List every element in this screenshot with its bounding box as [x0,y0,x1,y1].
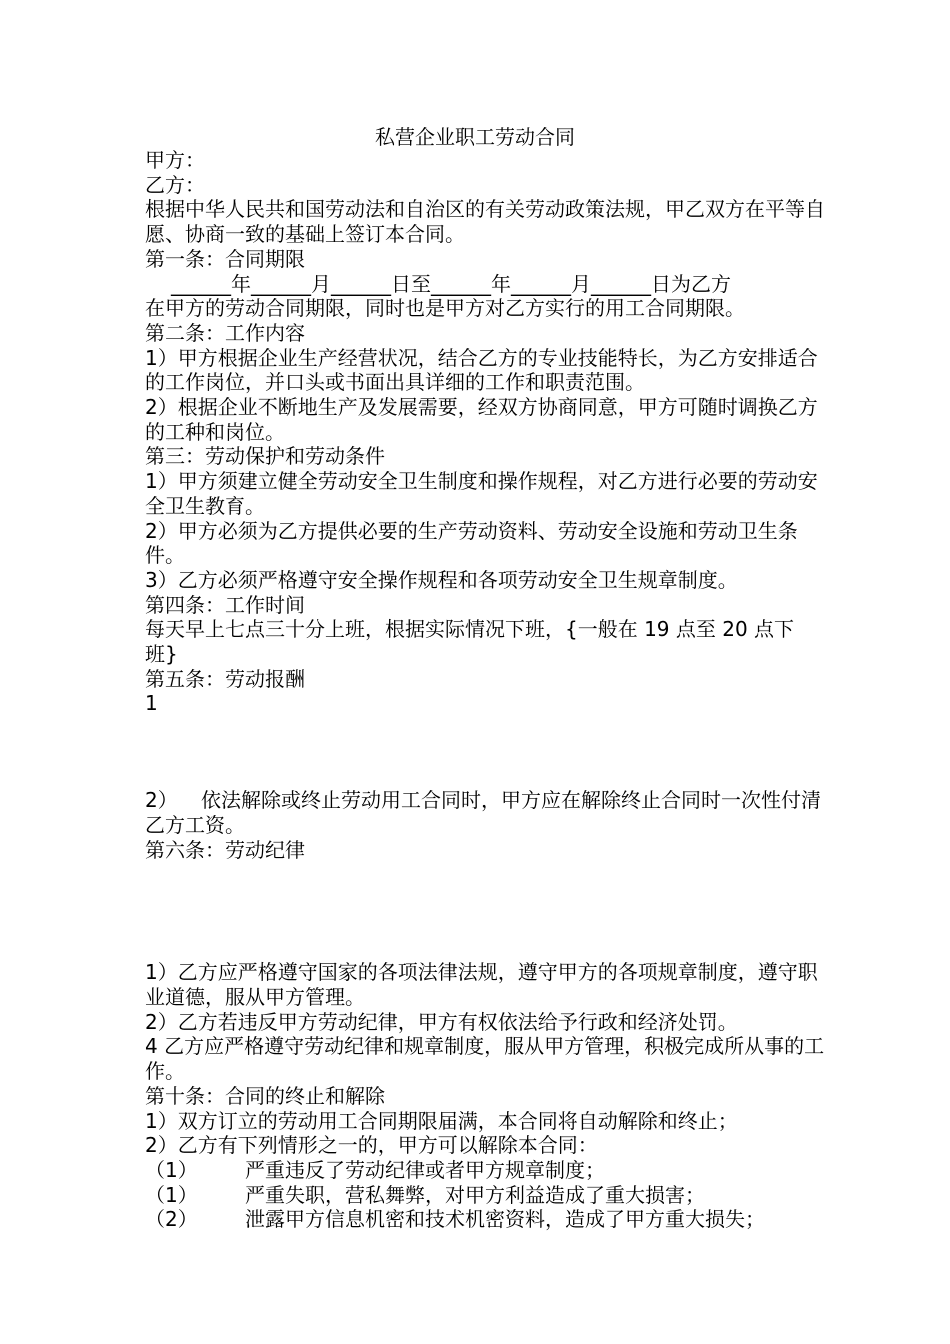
blank-space [145,716,825,788]
subitem-text: 泄露甲方信息机密和技术机密资料，造成了甲方重大损失； [245,1207,765,1232]
article-2-item-1: 1）甲方根据企业生产经营状况，结合乙方的专业技能特长，为乙方安排适合的工作岗位，并口头或书面出具详细的工作和职责范围。 [145,345,818,395]
article-3-item-2: 2）甲方必须为乙方提供必要的生产劳动资料、劳动安全设施和劳动卫生条件。 [145,518,798,568]
article-5-item-1: 1 [145,691,158,716]
article-4-text: 每天早上七点三十分上班，根据实际情况下班，{一般在 19 点至 20 点下班} [145,617,795,667]
article-5-item-2 [145,788,825,837]
article-5-item-2-number: 2） [145,788,178,813]
article-4-heading: 第四条：工作时间 [145,592,305,617]
article-6-heading: 第六条：劳动纪律 [145,837,305,862]
article-1-heading: 第一条：合同期限 [145,246,305,271]
article-2-item-2: 2）根据企业不断地生产及发展需要，经双方协商同意，甲方可随时调换乙方的工种和岗位。 [145,395,818,444]
party-a-label: 甲方： [145,148,205,172]
document-title: 私营企业职工劳动合同 [375,125,575,149]
subitem-marker: （2） [145,1207,198,1232]
intro-paragraph: 根据中华人民共和国劳动法和自治区的有关劳动政策法规，甲乙双方在平等自愿、协商一致的基础上签订本合同。 [145,197,825,247]
article-10-item-2: 2）乙方有下列情形之一的，甲方可以解除本合同： [145,1133,598,1158]
document-body [145,148,825,1232]
article-10-subitem [145,1183,825,1208]
blank-space [145,862,825,960]
article-6-item-4: 4 乙方应严格遵守劳动纪律和规章制度，服从甲方管理，积极完成所从事的工作。 [145,1034,825,1084]
article-10-heading: 第十条：合同的终止和解除 [145,1083,385,1108]
article-3-item-1: 1）甲方须建立健全劳动安全卫生制度和操作规程，对乙方进行必要的劳动安全卫生教育。 [145,469,818,518]
article-2-heading: 第二条：工作内容 [145,320,305,345]
article-5-heading: 第五条：劳动报酬 [145,666,305,691]
subitem-marker: （1） [145,1157,198,1182]
contract-period-line: ______年______月______日至______年______月______日为乙方 [171,271,731,296]
subitem-marker: （1） [145,1182,198,1207]
article-6-item-2: 2）乙方若违反甲方劳动纪律，甲方有权依法给予行政和经济处罚。 [145,1009,738,1034]
article-10-item-1: 1）双方订立的劳动用工合同期限届满，本合同将自动解除和终止； [145,1108,738,1133]
article-3-item-3: 3）乙方必须严格遵守安全操作规程和各项劳动安全卫生规章制度。 [145,567,738,592]
article-10-subitem [145,1207,825,1232]
article-10-subitem [145,1158,825,1183]
article-5-item-2-text: 依法解除或终止劳动用工合同时，甲方应在解除终止合同时一次性付清乙方工资。 [145,788,821,837]
article-6-item-1: 1）乙方应严格遵守国家的各项法律法规，遵守甲方的各项规章制度，遵守职业道德，服从甲方管理。 [145,960,818,1009]
subitem-text: 严重违反了劳动纪律或者甲方规章制度； [245,1157,605,1182]
contract-period-continuation: 在甲方的劳动合同期限，同时也是甲方对乙方实行的用工合同期限。 [145,296,745,321]
subitem-text: 严重失职，营私舞弊，对甲方利益造成了重大损害； [245,1182,705,1207]
party-b-label: 乙方： [145,172,205,197]
article-3-heading: 第三：劳动保护和劳动条件 [145,444,385,469]
